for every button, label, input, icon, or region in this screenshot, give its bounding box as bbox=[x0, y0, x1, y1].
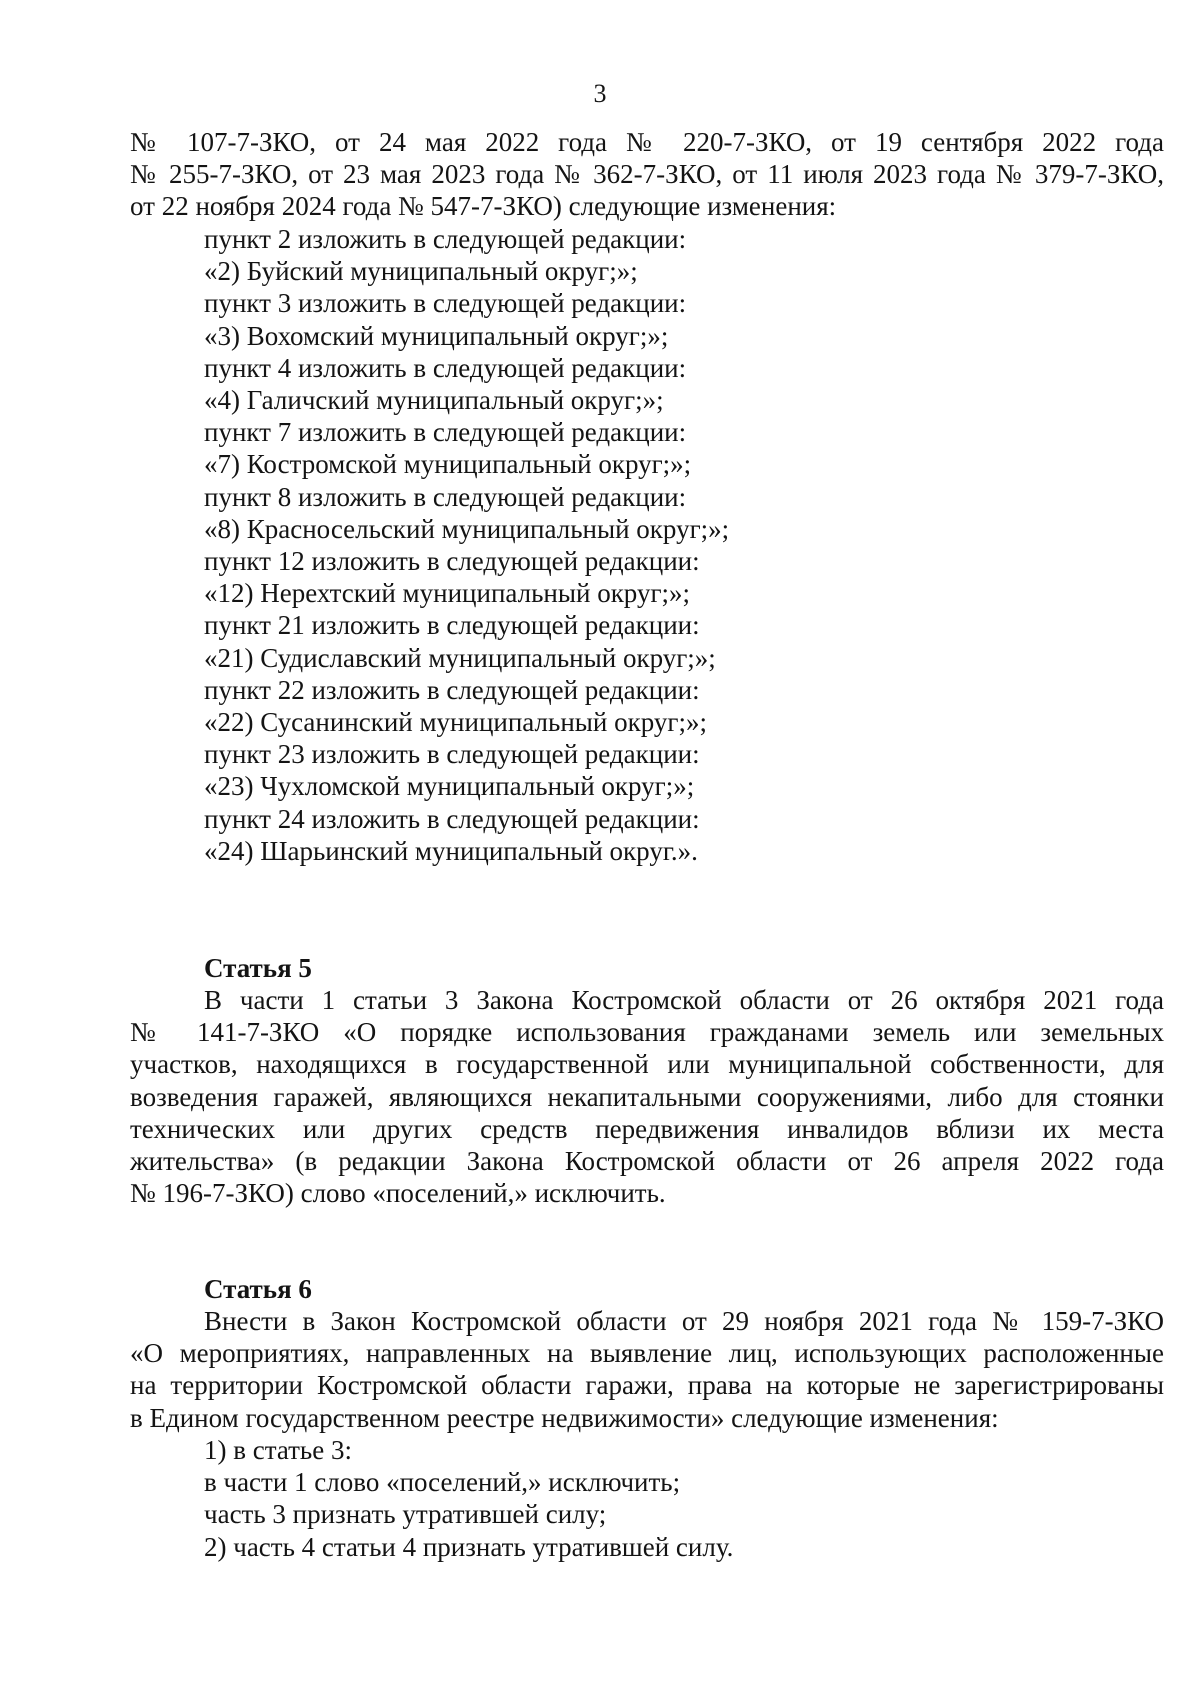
amendment-line: пункт 3 изложить в следующей редакции: bbox=[204, 288, 687, 319]
article-5-line: № 141-7-ЗКО «О порядке использования гражданами земель или земельных bbox=[130, 1017, 1164, 1048]
amendments-list bbox=[204, 223, 1164, 867]
article-6-paragraph bbox=[130, 1305, 1164, 1434]
amendment-line: «4) Галичский муниципальный округ;»; bbox=[204, 385, 664, 416]
article-6-item: часть 3 признать утратившей силу; bbox=[204, 1499, 607, 1530]
article-6-line: на территории Костромской области гаражи, права на которые не зарегистрированы bbox=[130, 1370, 1164, 1401]
amendment-line: «2) Буйский муниципальный округ;»; bbox=[204, 256, 638, 287]
amendment-line: «7) Костромской муниципальный округ;»; bbox=[204, 449, 692, 480]
amendment-line: пункт 22 изложить в следующей редакции: bbox=[204, 674, 700, 705]
amendment-line: «22) Сусанинский муниципальный округ;»; bbox=[204, 707, 707, 738]
article-6-heading: Статья 6 bbox=[204, 1274, 312, 1304]
amendment-line: пункт 12 изложить в следующей редакции: bbox=[204, 546, 700, 577]
intro-line: от 22 ноября 2024 года № 547-7-ЗКО) следующие изменения: bbox=[130, 191, 837, 222]
amendment-line: «12) Нерехтский муниципальный округ;»; bbox=[204, 578, 691, 609]
intro-paragraph bbox=[130, 126, 1164, 223]
article-5-line: участков, находящихся в государственной или муниципальной собственности, для bbox=[130, 1049, 1164, 1080]
article-6-line: в Едином государственном реестре недвижимости» следующие изменения: bbox=[130, 1402, 999, 1433]
amendment-line: «24) Шарьинский муниципальный округ.». bbox=[204, 835, 698, 866]
amendment-line: «3) Вохомский муниципальный округ;»; bbox=[204, 320, 669, 351]
amendment-line: пункт 2 изложить в следующей редакции: bbox=[204, 224, 687, 254]
article-5-line: жительства» (в редакции Закона Костромской области от 26 апреля 2022 года bbox=[130, 1146, 1164, 1177]
amendment-line: пункт 23 изложить в следующей редакции: bbox=[204, 739, 700, 770]
article-5-line: возведения гаражей, являющихся некапитальными сооружениями, либо для стоянки bbox=[130, 1081, 1164, 1112]
article-6-items bbox=[204, 1434, 1164, 1563]
article-6-item: 2) часть 4 статьи 4 признать утратившей силу. bbox=[204, 1531, 734, 1562]
article-5-paragraph bbox=[130, 984, 1164, 1209]
article-6-line: Внести в Закон Костромской области от 29 ноября 2021 года № 159-7-ЗКО bbox=[204, 1306, 1164, 1336]
article-6-line: «О мероприятиях, направленных на выявление лиц, использующих расположенные bbox=[130, 1338, 1164, 1369]
amendment-line: пункт 4 изложить в следующей редакции: bbox=[204, 352, 687, 383]
intro-line: № 107-7-ЗКО, от 24 мая 2022 года № 220-7-ЗКО, от 19 сентября 2022 года bbox=[130, 127, 1164, 157]
article-5-line: В части 1 статьи 3 Закона Костромской области от 26 октября 2021 года bbox=[204, 985, 1164, 1015]
article-6-item: в части 1 слово «поселений,» исключить; bbox=[204, 1467, 681, 1498]
article-5-line: № 196-7-ЗКО) слово «поселений,» исключить. bbox=[130, 1178, 666, 1209]
amendment-line: пункт 7 изложить в следующей редакции: bbox=[204, 417, 687, 448]
amendment-line: пункт 8 изложить в следующей редакции: bbox=[204, 481, 687, 512]
amendment-line: «8) Красносельский муниципальный округ;»; bbox=[204, 513, 730, 544]
intro-line: № 255-7-ЗКО, от 23 мая 2023 года № 362-7-ЗКО, от 11 июля 2023 года № 379-7-ЗКО, bbox=[130, 159, 1164, 190]
page-number: 3 bbox=[593, 79, 607, 108]
amendment-line: пункт 21 изложить в следующей редакции: bbox=[204, 610, 700, 641]
amendment-line: «21) Судиславский муниципальный округ;»; bbox=[204, 642, 716, 673]
amendment-line: «23) Чухломской муниципальный округ;»; bbox=[204, 771, 695, 802]
article-6-item: 1) в статье 3: bbox=[204, 1435, 352, 1465]
article-5-heading: Статья 5 bbox=[204, 953, 312, 983]
amendment-line: пункт 24 изложить в следующей редакции: bbox=[204, 803, 700, 834]
article-5-line: технических или других средств передвижения инвалидов вблизи их места bbox=[130, 1113, 1164, 1144]
